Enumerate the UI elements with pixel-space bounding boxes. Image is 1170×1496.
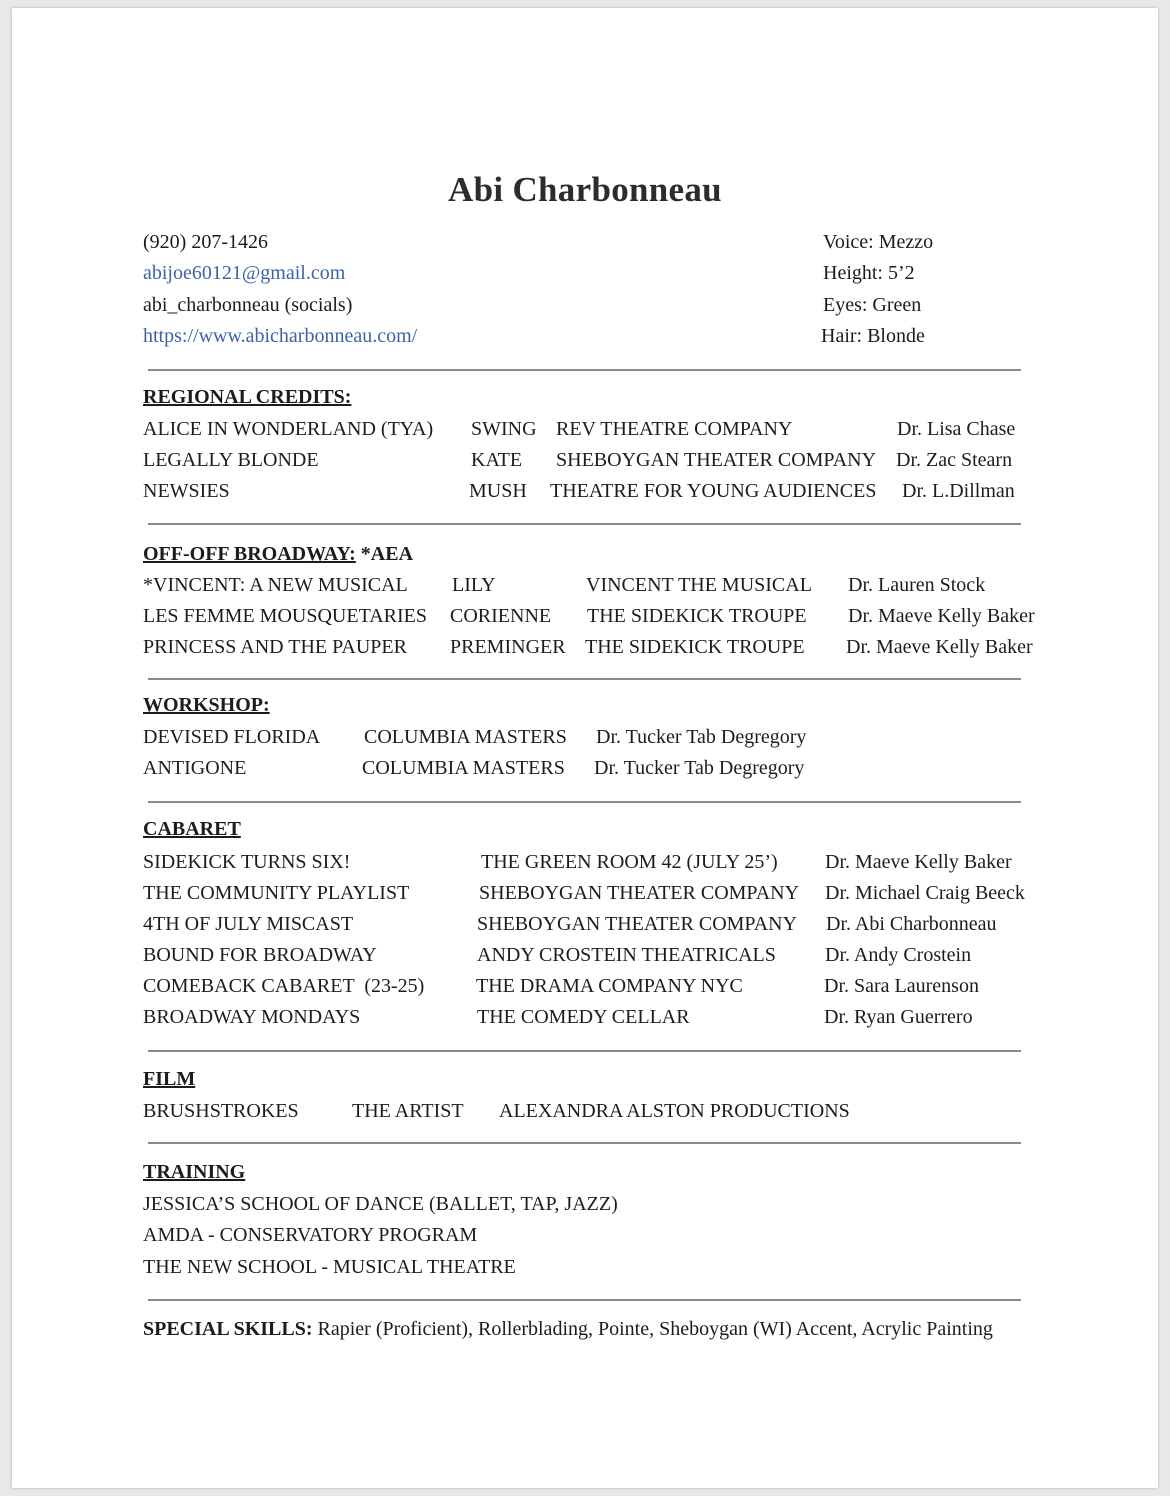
- workshop-heading: WORKSHOP:: [143, 694, 270, 716]
- regional-heading: REGIONAL CREDITS:: [143, 386, 352, 408]
- credit-director: Dr. Tucker Tab Degregory: [594, 757, 805, 779]
- credit-company: SHEBOYGAN THEATER COMPANY: [556, 449, 877, 471]
- website-link[interactable]: https://www.abicharbonneau.com/: [143, 325, 418, 347]
- credit-company: COLUMBIA MASTERS: [364, 726, 567, 748]
- credit-company: THE COMEDY CELLAR: [477, 1006, 690, 1028]
- credit-company: SHEBOYGAN THEATER COMPANY: [479, 882, 800, 904]
- special-skills-text: Rapier (Proficient), Rollerblading, Pointe, Sheboygan (WI) Accent, Acrylic Painting: [312, 1318, 993, 1340]
- special-skills-line: [143, 1317, 993, 1341]
- credit-title: DEVISED FLORIDA: [143, 726, 321, 748]
- credit-company: THE SIDEKICK TROUPE: [585, 636, 805, 658]
- credit-role: LILY: [452, 574, 496, 596]
- credit-title: BRUSHSTROKES: [143, 1100, 299, 1122]
- section-divider: [148, 1299, 1021, 1301]
- credit-title: NEWSIES: [143, 480, 230, 502]
- credit-company: THE SIDEKICK TROUPE: [587, 605, 807, 627]
- credit-title: ALICE IN WONDERLAND (TYA): [143, 418, 434, 440]
- height-stat: Height: 5’2: [823, 262, 915, 284]
- hair-stat: Hair: Blonde: [821, 325, 925, 347]
- section-divider: [148, 1050, 1021, 1052]
- credit-title: PRINCESS AND THE PAUPER: [143, 636, 407, 658]
- section-divider: [148, 801, 1021, 803]
- section-divider: [148, 1142, 1021, 1144]
- credit-role: PREMINGER: [450, 636, 566, 658]
- credit-company: THEATRE FOR YOUNG AUDIENCES: [550, 480, 877, 502]
- credit-director: Dr. Maeve Kelly Baker: [825, 851, 1012, 873]
- training-heading: TRAINING: [143, 1161, 246, 1183]
- credit-title: ANTIGONE: [143, 757, 247, 779]
- film-heading: FILM: [143, 1068, 196, 1090]
- credit-company: ALEXANDRA ALSTON PRODUCTIONS: [499, 1100, 850, 1122]
- section-divider: [148, 678, 1021, 680]
- section-divider: [148, 523, 1021, 525]
- credit-role: CORIENNE: [450, 605, 552, 627]
- credit-title: THE COMMUNITY PLAYLIST: [143, 882, 410, 904]
- offoff-heading: OFF-OFF BROADWAY:: [143, 543, 356, 565]
- training-item: THE NEW SCHOOL - MUSICAL THEATRE: [143, 1256, 516, 1278]
- eyes-stat: Eyes: Green: [823, 294, 922, 316]
- credit-role: MUSH: [469, 480, 527, 502]
- credit-role: THE ARTIST: [352, 1100, 464, 1122]
- credit-company: REV THEATRE COMPANY: [556, 418, 793, 440]
- socials-handle: abi_charbonneau (socials): [143, 294, 353, 316]
- credit-role: SWING: [471, 418, 537, 440]
- cabaret-heading: CABARET: [143, 818, 241, 840]
- special-skills-label: SPECIAL SKILLS:: [143, 1318, 313, 1340]
- credit-role: KATE: [471, 449, 523, 471]
- credit-title: SIDEKICK TURNS SIX!: [143, 851, 351, 873]
- phone-number: (920) 207-1426: [143, 231, 268, 253]
- credit-title: *VINCENT: A NEW MUSICAL: [143, 574, 408, 596]
- section-divider: [148, 369, 1021, 371]
- credit-title: COMEBACK CABARET (23-25): [143, 975, 425, 997]
- credit-director: Dr. Tucker Tab Degregory: [596, 726, 807, 748]
- training-item: JESSICA’S SCHOOL OF DANCE (BALLET, TAP, JAZZ): [143, 1193, 618, 1215]
- aea-note: *AEA: [360, 543, 414, 565]
- voice-stat: Voice: Mezzo: [823, 231, 934, 253]
- credit-director: Dr. Lauren Stock: [848, 574, 986, 596]
- credit-title: BROADWAY MONDAYS: [143, 1006, 361, 1028]
- credit-director: Dr. Lisa Chase: [897, 418, 1016, 440]
- credit-title: LEGALLY BLONDE: [143, 449, 319, 471]
- credit-company: THE GREEN ROOM 42 (JULY 25’): [481, 851, 778, 873]
- credit-director: Dr. Abi Charbonneau: [826, 913, 997, 935]
- credit-company: COLUMBIA MASTERS: [362, 757, 565, 779]
- credit-company: ANDY CROSTEIN THEATRICALS: [477, 944, 776, 966]
- email-link[interactable]: abijoe60121@gmail.com: [143, 262, 346, 284]
- credit-title: BOUND FOR BROADWAY: [143, 944, 377, 966]
- credit-director: Dr. Zac Stearn: [896, 449, 1013, 471]
- credit-director: Dr. Maeve Kelly Baker: [848, 605, 1035, 627]
- credit-title: LES FEMME MOUSQUETARIES: [143, 605, 427, 627]
- credit-director: Dr. L.Dillman: [902, 480, 1015, 502]
- credit-director: Dr. Andy Crostein: [825, 944, 972, 966]
- credit-director: Dr. Michael Craig Beeck: [825, 882, 1025, 904]
- credit-title: 4TH OF JULY MISCAST: [143, 913, 354, 935]
- resume-name: Abi Charbonneau: [448, 170, 722, 209]
- credit-company: THE DRAMA COMPANY NYC: [476, 975, 743, 997]
- training-item: AMDA - CONSERVATORY PROGRAM: [143, 1224, 478, 1246]
- credit-director: Dr. Ryan Guerrero: [824, 1006, 973, 1028]
- credit-director: Dr. Sara Laurenson: [824, 975, 979, 997]
- credit-company: SHEBOYGAN THEATER COMPANY: [477, 913, 798, 935]
- offoff-heading-line: [143, 542, 413, 566]
- credit-director: Dr. Maeve Kelly Baker: [846, 636, 1033, 658]
- credit-company: VINCENT THE MUSICAL: [586, 574, 812, 596]
